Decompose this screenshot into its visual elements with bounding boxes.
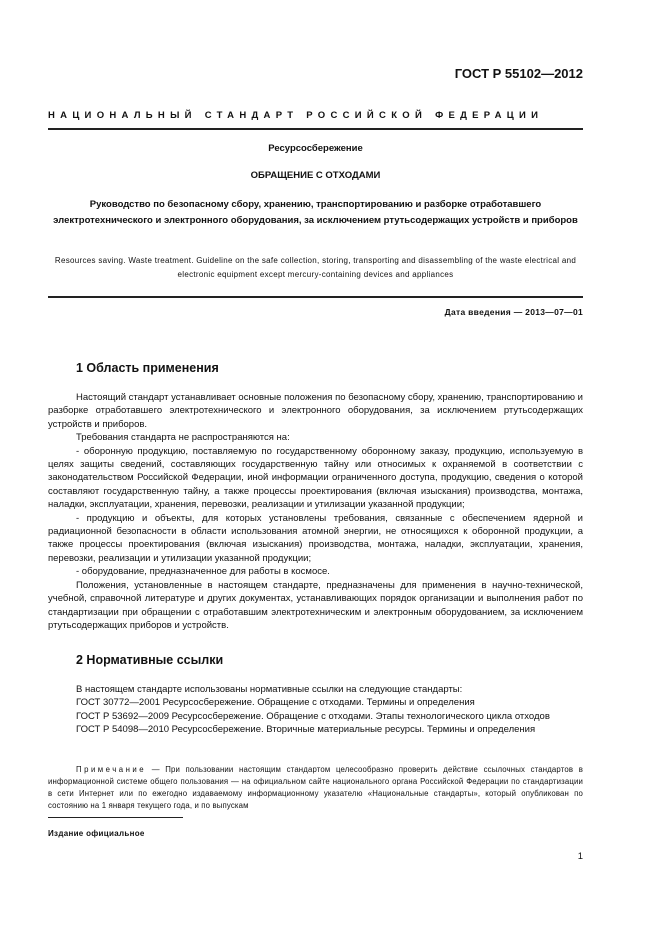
edition-label: Издание официальное [48,829,145,838]
title-divider [48,296,583,298]
page-number: 1 [577,851,583,862]
reference-item: ГОСТ Р 53692—2009 Ресурсосбережение. Обращение с отходами. Этапы технологического цикла отходов [76,710,550,722]
paragraph: Положения, установленные в настоящем стандарте, предназначены для применения в научно-технической, учебной, справочной литературе и других документах, устанавливающих порядок организации и выполнения работ по стандартизации при обращении с отработавшим электротехническим и электронным оборудованием, за исключением ртутьсодержащих приборов и устройств. [48,579,583,631]
paragraph: - оборудование, предназначенное для работы в космосе. [76,566,330,578]
note [48,764,583,812]
title-category: Ресурсосбережение [268,143,363,154]
paragraph: В настоящем стандарте использованы нормативные ссылки на следующие стандарты: [76,684,463,695]
section-2-body [48,683,583,737]
title-subject: ОБРАЩЕНИЕ С ОТХОДАМИ [250,170,381,181]
reference-item: ГОСТ 30772—2001 Ресурсосбережение. Обращение с отходами. Термины и определения [76,697,475,709]
footer-divider [48,817,183,818]
note-text: — При пользовании настоящим стандартом целесообразно проверить действие ссылочных стандартов в информационной системе общего пользования — на официальном сайте национального органа Российской Федерации по стандартизации в сети Интернет или по ежегодно издаваемому информационному указателю «Национальные стандарты», который опубликован по состоянию на 1 января текущего года, и по выпускам [48,765,583,810]
note-label: Примечание [76,765,147,774]
national-standard-line: НАЦИОНАЛЬНЫЙ СТАНДАРТ РОССИЙСКОЙ ФЕДЕРАЦИИ [48,110,544,121]
top-divider [48,128,583,130]
section-1-heading: 1 Область применения [76,361,219,375]
paragraph: Требования стандарта не распространяются на: [76,432,290,444]
introduction-date: Дата введения — 2013—07—01 [444,307,583,317]
paragraph: - оборонную продукцию, поставляемую по государственному оборонному заказу, продукцию, используемую в целях защиты сведений, составляющих государственную тайну или относимых к охраняемой в соответствии с законодательством Российской Федерации, иной информации ограниченного доступа, продукцию, сведения о которой составляют государственную тайну, а также процессы проектирования (включая изыскания) производства, монтажа, наладки, эксплуатации, хранения, перевозки, реализации и утилизации указанной продукции; [48,445,583,511]
paragraph: - продукцию и объекты, для которых установлены требования, связанные с обеспечением ядерной и радиационной безопасности в области использования атомной энергии, не относящихся к оборонной продукции, а также процессы проектирования (включая изыскания) производства, монтажа, наладки, эксплуатации, хранения, перевозки, реализации и утилизации указанной продукции; [48,512,583,564]
standard-number: ГОСТ Р 55102—2012 [454,66,583,81]
reference-item: ГОСТ Р 54098—2010 Ресурсосбережение. Вторичные материальные ресурсы. Термины и определения [76,724,536,736]
section-2-heading: 2 Нормативные ссылки [76,653,224,667]
section-1-body [48,391,583,632]
title-english: Resources saving. Waste treatment. Guideline on the safe collection, storing, transporting and disassembling of the waste electrical and electronic equipment except mercury-containing devices and appliances [54,256,577,279]
paragraph: Настоящий стандарт устанавливает основные положения по безопасному сбору, хранению, транспортированию и разборке отработавшего электротехнического и электронного оборудования, за исключением ртутьсодержащих устройств и приборов. [48,392,583,430]
title-main: Руководство по безопасному сбору, хранению, транспортированию и разборке отработавшего электротехнического и электронного оборудования, за исключением ртутьсодержащих устройств и приборов [53,199,578,226]
